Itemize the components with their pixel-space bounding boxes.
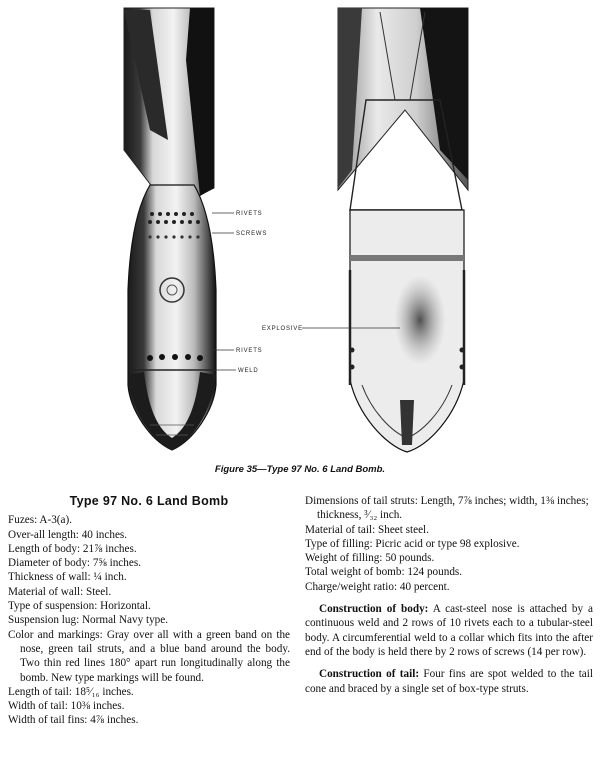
body-construction-heading: Construction of body: — [319, 603, 429, 616]
spec-overall-length: Over-all length: 40 inches. — [8, 528, 128, 541]
spec-color-markings: Color and markings: Gray over all with a green band on the nose, green tail struts, and a blue band around the body. Two thin red lines 180° apart run longitudinally along the bomb. New type markings will be found. — [8, 628, 290, 684]
spec-suspension-type: Type of suspension: Horizontal. — [8, 600, 151, 613]
spec-charge-ratio: Charge/weight ratio: 40 percent. — [305, 580, 450, 593]
section-title: Type 97 No. 6 Land Bomb — [69, 494, 229, 508]
spec-filling-type: Type of filling: Picric acid or type 98 explosive. — [305, 537, 520, 550]
explosive-filling — [394, 275, 446, 365]
callout-rivets-lower: RIVETS — [236, 348, 263, 354]
spec-wall-material: Material of wall: Steel. — [8, 585, 112, 598]
body-construction-paragraph — [305, 602, 593, 659]
spec-suspension-lug: Suspension lug: Normal Navy type. — [8, 614, 169, 627]
spec-tail-fin-width: Width of tail fins: 4⅞ inches. — [8, 714, 139, 727]
spec-filling-weight: Weight of filling: 50 pounds. — [305, 552, 435, 565]
fuze-pocket — [400, 400, 414, 445]
callout-rivets-upper: RIVETS — [236, 211, 263, 217]
tail-construction-heading: Construction of tail: — [319, 668, 420, 681]
bomb-section-view — [338, 8, 468, 452]
tail-construction-text: Four fins are spot welded to the tail cone and braced by a single set of box-type struts. — [305, 668, 593, 695]
spec-strut-dimensions: Dimensions of tail struts: Length, 7⅞ inches; width, 1⅜ inches; thickness, ³⁄₃₂ inch. — [305, 495, 589, 522]
spec-body-length: Length of body: 21⅞ inches. — [8, 542, 137, 555]
left-column — [8, 494, 290, 728]
callout-weld: WELD — [238, 368, 259, 374]
spec-total-weight: Total weight of bomb: 124 pounds. — [305, 566, 463, 579]
spec-wall-thickness: Thickness of wall: ¼ inch. — [8, 571, 127, 584]
right-column — [305, 494, 593, 696]
body-construction-text: A cast-steel nose is attached by a continuous weld and 2 rows of 10 rivets each to a tubular-steel body. A circumferential weld to a collar which fits into the after end of the body is held there by 2 rows of screws (14 per row). — [305, 603, 593, 658]
spec-tail-width: Width of tail: 10⅜ inches. — [8, 700, 125, 713]
collar — [350, 255, 464, 261]
spec-tail-length: Length of tail: 18⁵⁄₁₆ inches. — [8, 685, 134, 698]
bomb-exterior-view — [124, 8, 216, 450]
tail-construction-paragraph — [305, 667, 593, 696]
callout-explosive: EXPLOSIVE — [262, 326, 303, 332]
callout-screws: SCREWS — [236, 231, 268, 237]
figure-caption: Figure 35—Type 97 No. 6 Land Bomb. — [214, 464, 386, 475]
spec-body-diameter: Diameter of body: 7⅝ inches. — [8, 557, 141, 570]
spec-tail-material: Material of tail: Sheet steel. — [305, 523, 429, 536]
spec-fuzes: Fuzes: A-3(a). — [8, 514, 72, 527]
